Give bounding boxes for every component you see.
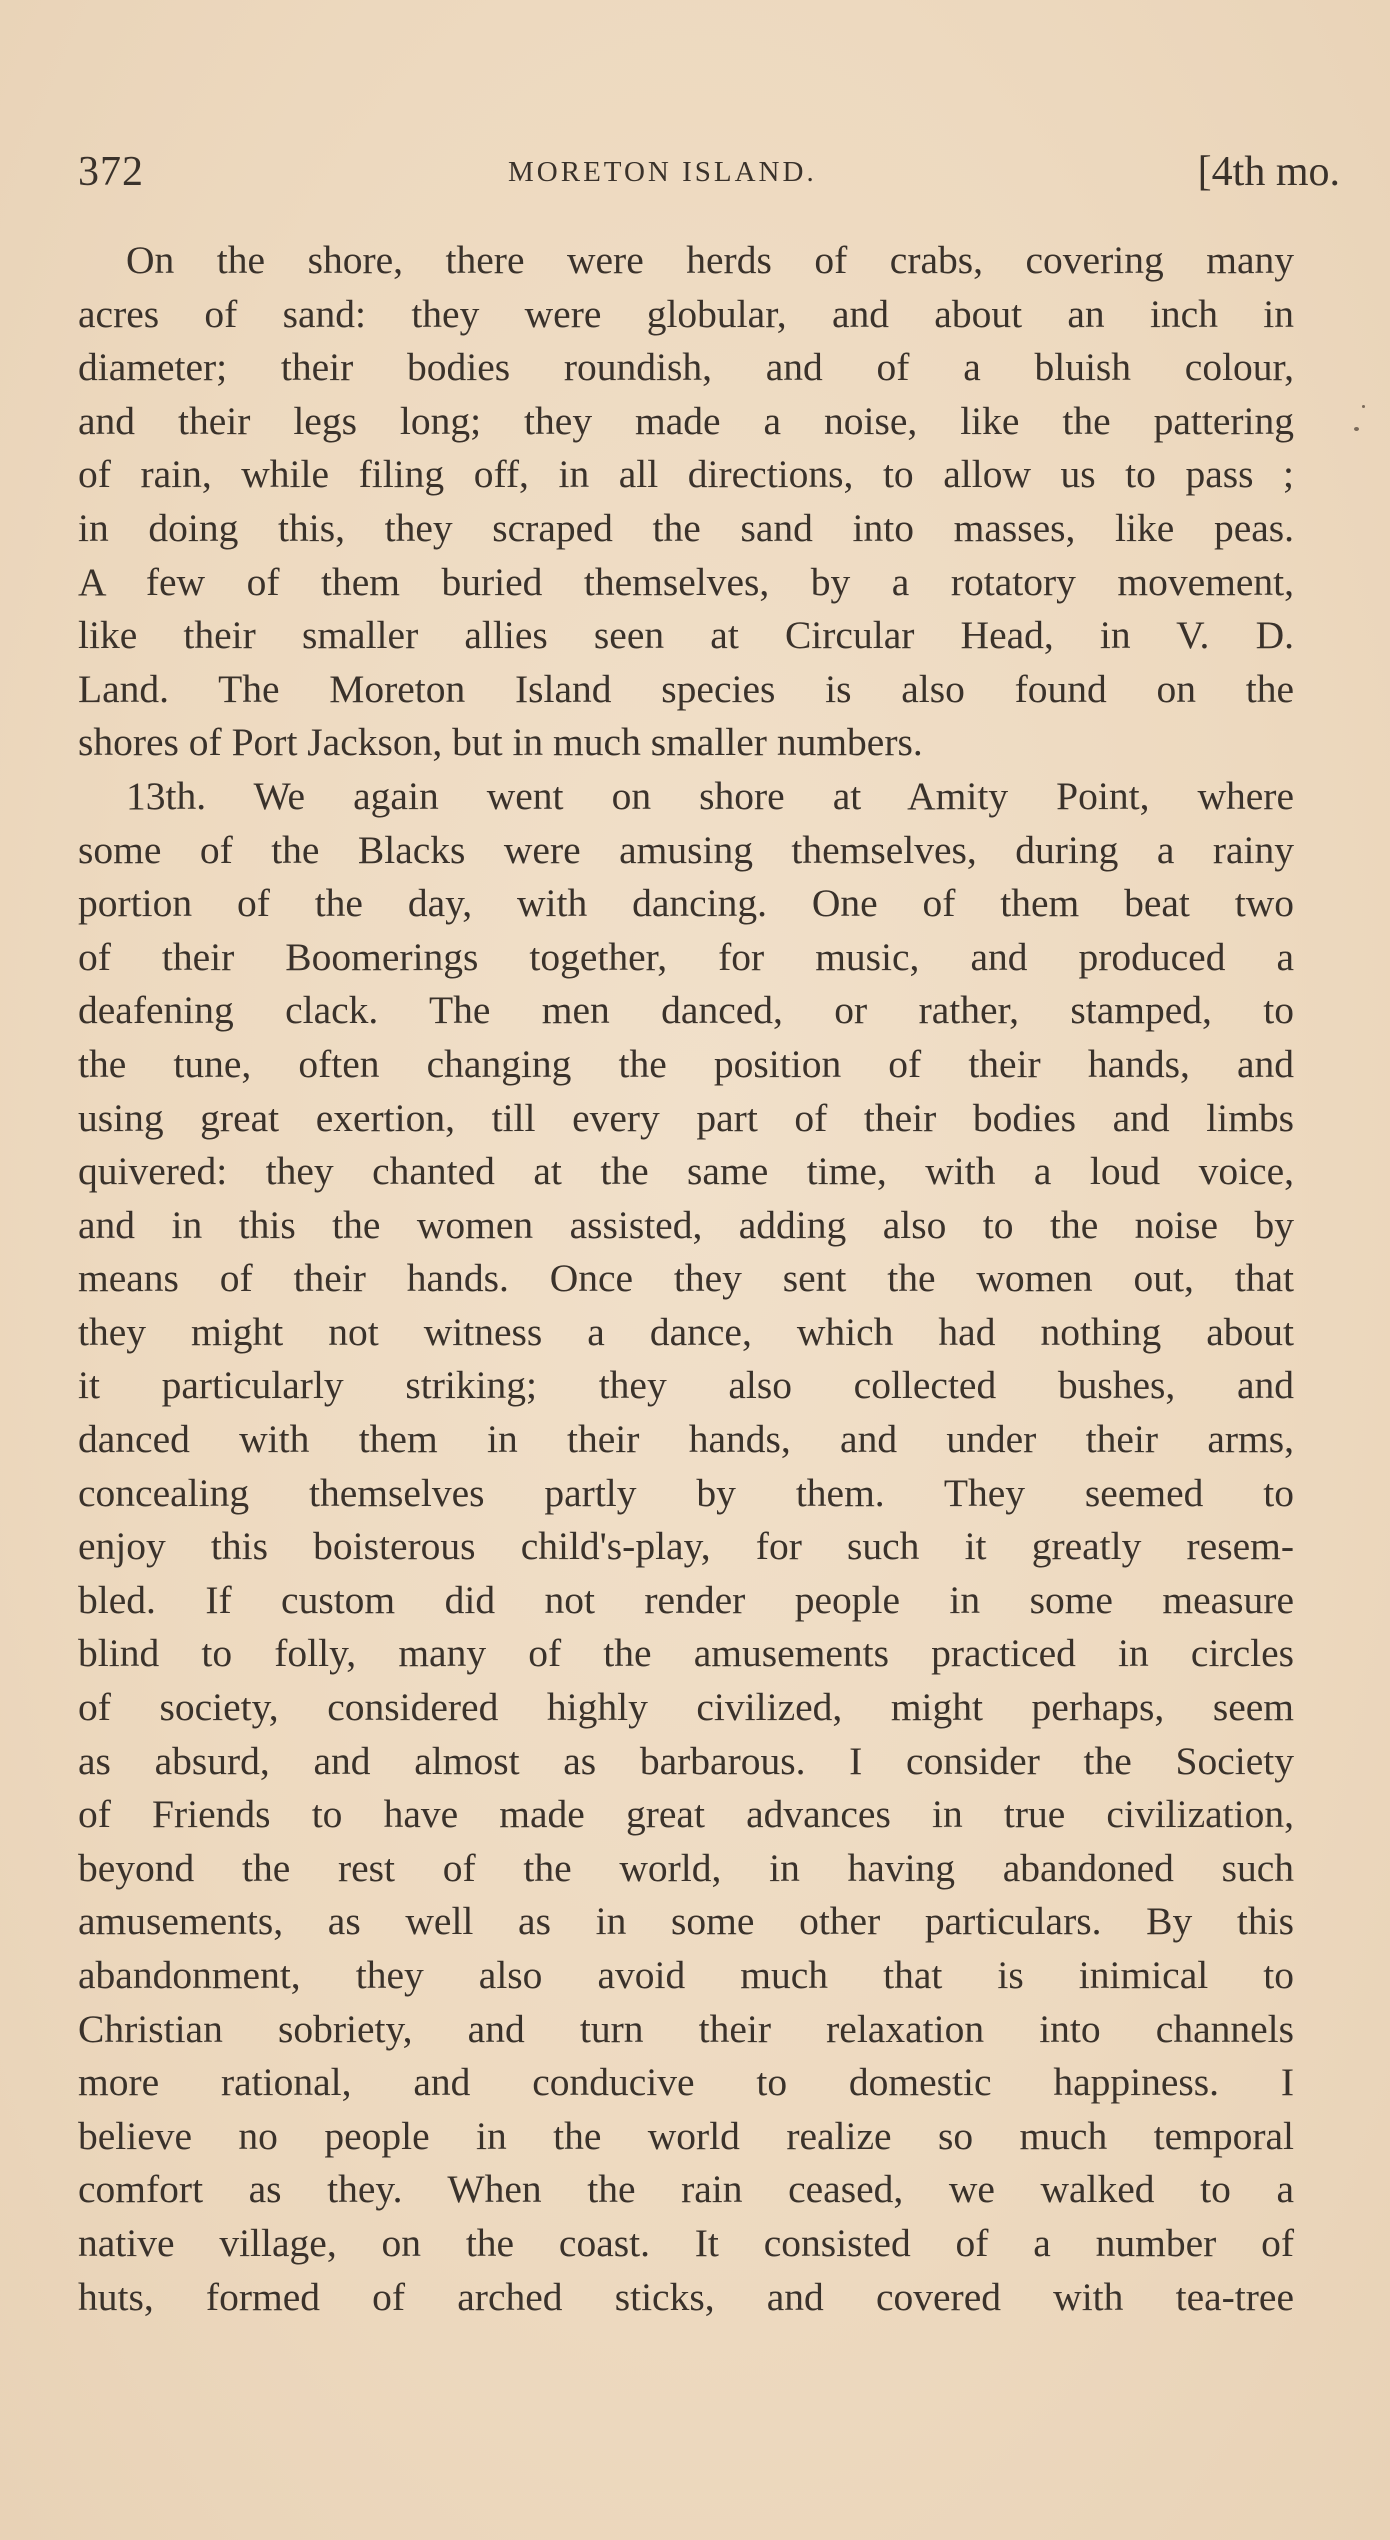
section-mark: [4th mo. [1197, 149, 1340, 195]
text-line: beyond the rest of the world, in having abandoned such [78, 1845, 1294, 1890]
text-line: Christian sobriety, and turn their relaxation into channels [78, 2006, 1294, 2051]
text-line: of society, considered highly civilized, might perhaps, seem [78, 1685, 1294, 1730]
running-header [78, 148, 1340, 208]
text-line: like their smaller allies seen at Circular Head, in V. D. [78, 613, 1294, 658]
text-line: abandonment, they also avoid much that is inimical to [78, 1953, 1294, 1997]
text-line: acres of sand: they were globular, and about an inch in [78, 291, 1294, 336]
text-line: shores of Port Jackson, but in much smaller numbers. [78, 720, 923, 765]
text-line: they might not witness a dance, which had nothing about [78, 1309, 1294, 1354]
text-line: Land. The Moreton Island species is also found on the [78, 666, 1294, 711]
text-line: it particularly striking; they also collected bushes, and [78, 1363, 1294, 1408]
text-line: believe no people in the world realize so much temporal [78, 2113, 1294, 2158]
text-line: using great exertion, till every part of their bodies and limbs [78, 1095, 1294, 1140]
text-line: of rain, while filing off, in all directions, to allow us to pass ; [78, 452, 1294, 497]
text-line: the tune, often changing the position of their hands, and [78, 1041, 1294, 1086]
text-line: danced with them in their hands, and under their arms, [78, 1417, 1294, 1462]
running-title: MORETON ISLAND. [508, 156, 817, 188]
text-line: amusements, as well as in some other particulars. By this [78, 1899, 1294, 1944]
text-line: quivered: they chanted at the same time, with a loud voice, [78, 1149, 1294, 1194]
text-line: blind to folly, many of the amusements practiced in circles [78, 1631, 1294, 1676]
text-line: native village, on the coast. It consisted of a number of [78, 2220, 1294, 2265]
text-line: huts, formed of arched sticks, and covered with tea-tree [78, 2274, 1294, 2319]
text-line: deafening clack. The men danced, or rather, stamped, to [78, 988, 1294, 1033]
text-line: and in this the women assisted, adding also to the noise by [78, 1202, 1294, 1247]
text-line: 13th. We again went on shore at Amity Point, where [126, 773, 1294, 818]
text-line: On the shore, there were herds of crabs, covering many [126, 238, 1294, 282]
text-line: enjoy this boisterous child's-play, for such it greatly resem- [78, 1524, 1294, 1569]
paper-speck-marks [1354, 405, 1368, 445]
text-line: more rational, and conducive to domestic happiness. I [78, 2060, 1294, 2105]
text-line: comfort as they. When the rain ceased, we walked to a [78, 2167, 1294, 2212]
paper-speck [1354, 427, 1359, 431]
text-line: bled. If custom did not render people in some measure [78, 1577, 1294, 1622]
text-line: A few of them buried themselves, by a rotatory movement, [78, 559, 1294, 604]
text-line: and their legs long; they made a noise, like the pattering [78, 398, 1294, 443]
text-line: means of their hands. Once they sent the women out, that [78, 1256, 1294, 1301]
text-line: concealing themselves partly by them. They seemed to [78, 1470, 1294, 1515]
body-text [78, 234, 1294, 2324]
paper-speck [1362, 405, 1365, 408]
text-line: of their Boomerings together, for music, and produced a [78, 934, 1294, 979]
text-line: as absurd, and almost as barbarous. I consider the Society [78, 1738, 1294, 1783]
page-number: 372 [78, 149, 144, 195]
text-line: portion of the day, with dancing. One of them beat two [78, 881, 1294, 926]
text-line: in doing this, they scraped the sand into masses, like peas. [78, 505, 1294, 550]
text-line: of Friends to have made great advances in true civilization, [78, 1792, 1294, 1837]
text-line: some of the Blacks were amusing themselves, during a rainy [78, 827, 1294, 872]
text-line: diameter; their bodies roundish, and of a bluish colour, [78, 345, 1294, 390]
